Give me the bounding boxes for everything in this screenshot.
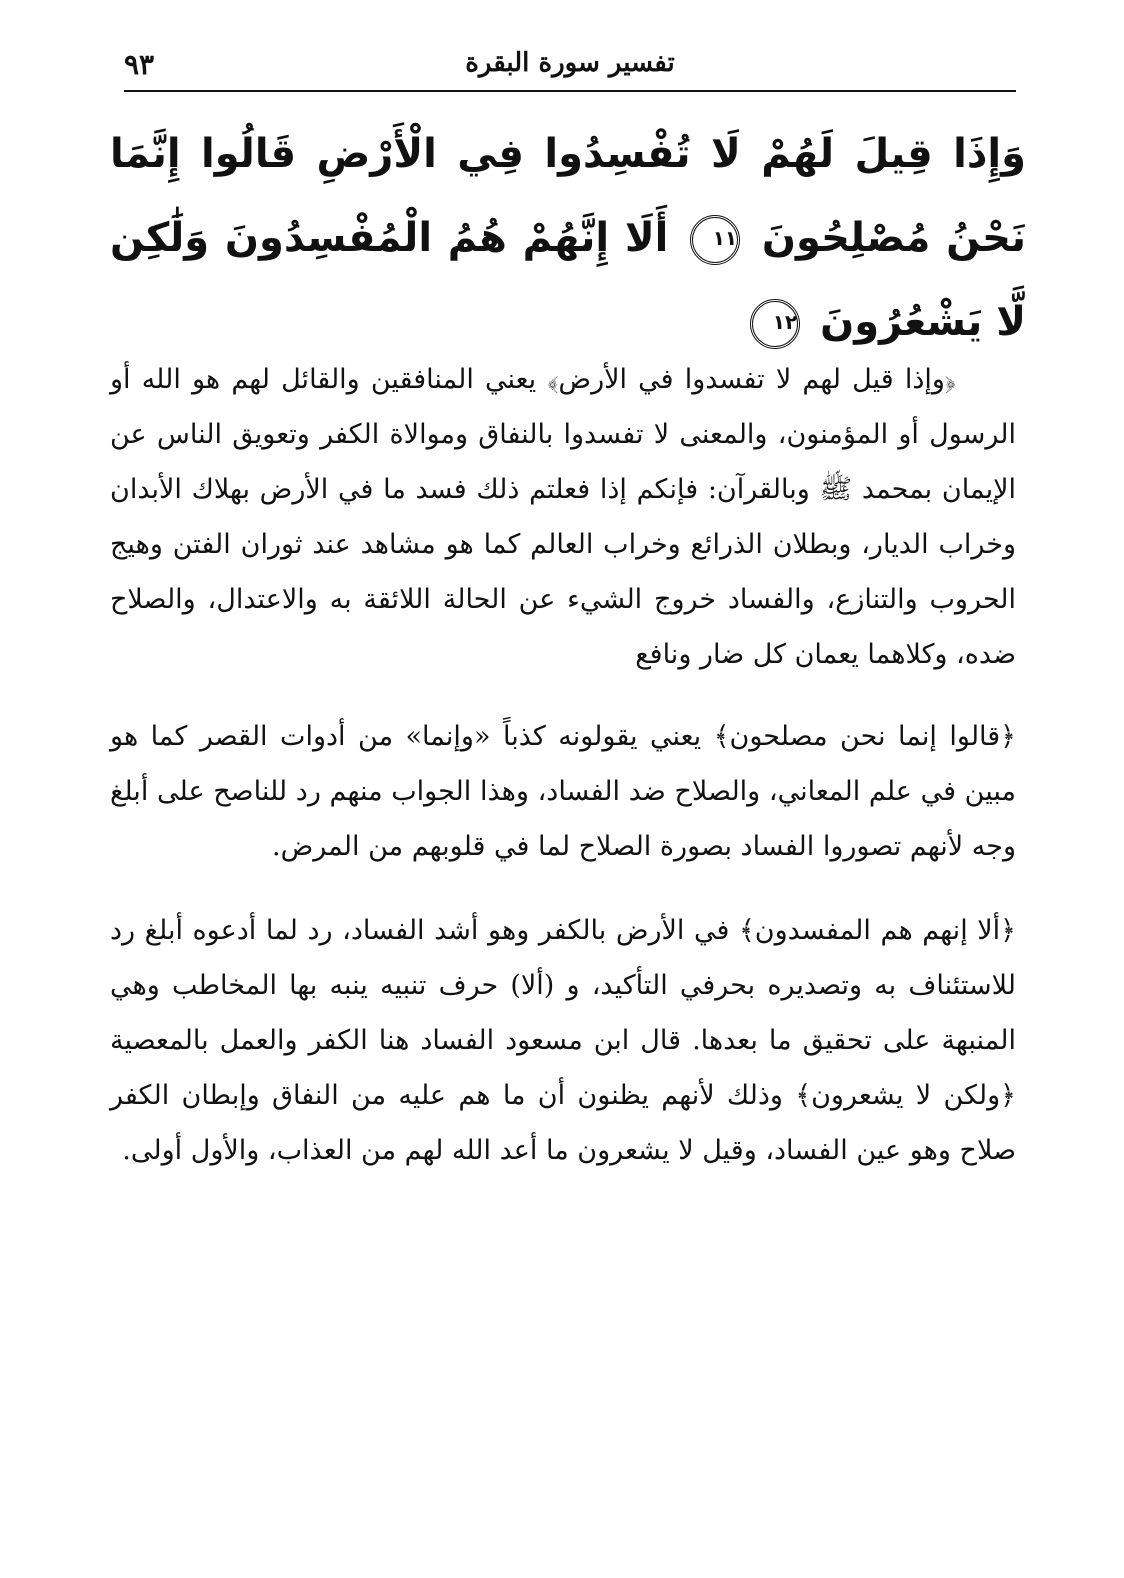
commentary-paragraph: ﴿ألا إنهم هم المفسدون﴾ في الأرض بالكفر وهو أشد الفساد، رد لما أدعوه أبلغ رد للاستئناف به وتصديره بحرفي التأكيد، و (ألا) حرف تنبيه ينبه بها المخاطب وهي المنبهة على تحقيق ما بعدها. قال ابن مسعود الفساد هنا الكفر والعمل بالمعصية ﴿ولكن لا يشعرون﴾ وذلك لأنهم يظنون أن ما هم عليه من النفاق وإبطان الكفر صلاح وهو عين الفساد، وقيل لا يشعرون ما أعد الله لهم من العذاب، والأول أولى. [110, 915, 1016, 1166]
commentary-paragraph: ﴿وإذا قيل لهم لا تفسدوا في الأرض﴾ يعني المنافقين والقائل لهم هو الله أو الرسول أو المؤمنون، والمعنى لا تفسدوا بالنفاق وموالاة الكفر وتعويق الناس عن الإيمان بمحمد ﷺ وبالقرآن: فإنكم إذا فعلتم ذلك فسد ما في الأرض بهلاك الأبدان وخراب الديار، وبطلان الذرائع وخراب العالم كما هو مشاهد عند ثوران الفتن وهيج الحروب والتنازع، والفساد خروج الشيء عن الحالة اللائقة به والاعتدال، والصلاح ضده، وكلاهما يعمان كل ضار ونافع [110, 364, 1016, 670]
page-number: ٩٣ [124, 48, 155, 81]
quran-verses [110, 112, 1026, 364]
verse-number-marker: ١١ [690, 215, 740, 265]
commentary-paragraph: ﴿قالوا إنما نحن مصلحون﴾ يعني يقولونه كذباً «وإنما» من أدوات القصر كما هو مبين في علم المعاني، والصلاح ضد الفساد، وهذا الجواب منهم رد للناصح على أبلغ وجه لأنهم تصوروا الفساد بصورة الصلاح لما في قلوبهم من المرض. [110, 721, 1016, 862]
verse-12-text: أَلَا إِنَّهُمْ هُمُ الْمُفْسِدُونَ وَلَٰكِن لَّا يَشْعُرُونَ [110, 215, 1026, 345]
verse-11-text: وَإِذَا قِيلَ لَهُمْ لَا تُفْسِدُوا فِي الْأَرْضِ قَالُوا إِنَّمَا نَحْنُ مُصْلِحُونَ [110, 131, 1026, 261]
page-header [124, 44, 1016, 92]
verse-number-marker: ١٢ [750, 299, 800, 349]
running-title: تفسير سورة البقرة [465, 48, 675, 78]
